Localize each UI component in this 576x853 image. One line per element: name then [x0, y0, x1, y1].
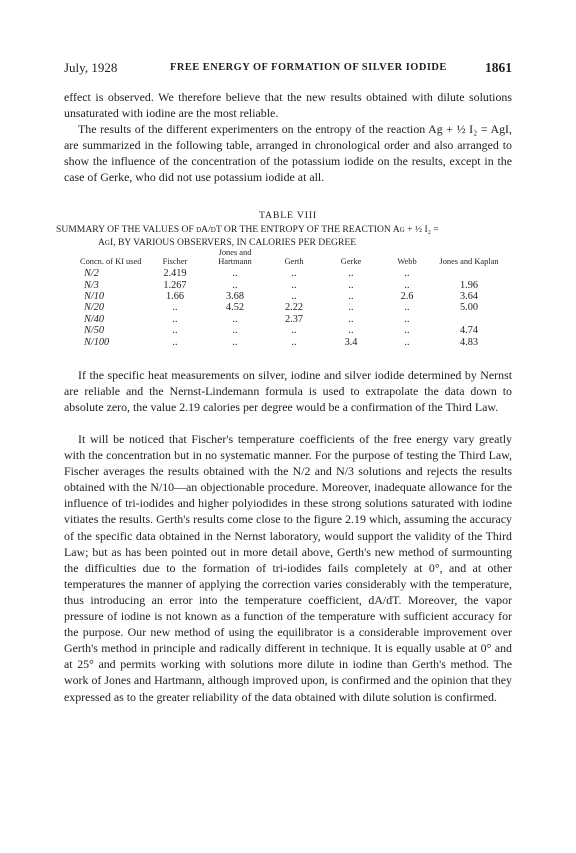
col-header-gerke: Gerke: [340, 256, 362, 266]
table-cell: 2.37: [284, 313, 304, 325]
table-cell: 1.267: [163, 279, 187, 291]
table-cell: ..: [404, 302, 410, 314]
table-row: [80, 337, 504, 348]
table-cell: ..: [348, 279, 354, 291]
table-cell: N/40: [84, 313, 105, 325]
table-cell: ..: [232, 325, 238, 337]
table-cell: 1.66: [165, 291, 185, 302]
table-cell: 1.96: [459, 279, 479, 291]
table-row: [80, 280, 504, 291]
table-row: [80, 291, 504, 302]
col-header-fischer: Fischer: [162, 256, 188, 266]
table-cell: 2.6: [400, 291, 414, 302]
table-cell: 3.64: [459, 291, 479, 302]
table-caption: [56, 223, 518, 249]
table-cell: ..: [404, 336, 410, 348]
table-cell: 4.52: [225, 302, 245, 314]
table-caption-line-1: SUMMARY OF THE VALUES OF dA/dT OR THE ENTROPY OF THE REACTION Ag + ½ I₂ =: [56, 224, 439, 235]
table-cell: ..: [348, 268, 354, 280]
table-cell: N/3: [84, 279, 99, 291]
page-number: 1861: [485, 60, 512, 75]
table-row: [80, 325, 504, 336]
table-header-row: [80, 249, 504, 268]
header-title: FREE ENERGY OF FORMATION OF SILVER IODIDE: [170, 62, 447, 73]
table-row: [80, 302, 504, 313]
running-header: [64, 60, 512, 80]
table-cell: ..: [348, 291, 354, 302]
col-header-conc: Concn. of KI used: [80, 256, 142, 266]
table-cell: 3.68: [225, 291, 245, 302]
table-cell: ..: [172, 302, 178, 314]
table-cell: ..: [404, 313, 410, 325]
table-cell: ..: [291, 268, 297, 280]
table-cell: 4.74: [459, 325, 479, 337]
paragraph-4: It will be noticed that Fischer's temperature coefficients of the free energy vary greatly with the concentration but in no systematic manner. For the purpose of testing the Third Law, Fischer averages the results obtained with the N/2 and N/3 solutions and rejects the results obtained with the N/10—an objectionable procedure. Moreover, inadequate allowance for the influence of tri-iodides and higher polyiodides in these strong solutions saturated with iodine vitiates the results. Gerth's results come close to the figure 2.19 which, assuming the accuracy of the specific data obtained in the Nernst laboratory, would support the validity of the Third Law; but as has been pointed out in more detail above, Gerth's new method of surmounting the difficulties due to the formation of tri-iodides fails completely at 0°, and at other temperatures the manner of applying the correction varies considerably with the temperature, thus introducing an error into the temperature coefficient, dA/dT. Moreover, the vapor pressure of iodine is not known as a function of the temperature with sufficient accuracy for the purpose. Our new method of using the equilibrator is a considerable improvement over Gerth's method in principle and radically different in technique. It is equally usable at 0° and at 25° and permits working with solutions more dilute in iodine than Gerth's method. The work of Jones and Hartmann, although improved upon, is confirmed and the opinion that they expressed as to the greater reliability of the data obtained with dilute solution is confirmed.: [64, 432, 512, 704]
table-cell: ..: [404, 279, 410, 291]
table-cell: ..: [404, 268, 410, 280]
table-cell: N/2: [84, 268, 99, 280]
table-cell: 2.22: [284, 302, 304, 314]
table-cell: ..: [172, 325, 178, 337]
entropy-table: [80, 249, 504, 348]
table-cell: ..: [291, 291, 297, 302]
col-header-jones-kaplan: Jones and Kaplan: [439, 256, 499, 266]
table-cell: 5.00: [459, 302, 479, 314]
table-cell: ..: [172, 313, 178, 325]
table-cell: ..: [232, 268, 238, 280]
table-cell: ..: [348, 302, 354, 314]
table-cell: ..: [348, 313, 354, 325]
table-row: [80, 268, 504, 279]
table-number: TABLE VIII: [259, 210, 317, 221]
header-date: July, 1928: [64, 60, 118, 75]
col-header-jones-hartmann: Jones and Hartmann: [218, 248, 252, 266]
table-cell: ..: [404, 325, 410, 337]
table-cell: ..: [232, 336, 238, 348]
table-cell: N/50: [84, 325, 105, 337]
table-cell: ..: [172, 336, 178, 348]
table-row: [80, 314, 504, 325]
table-cell: ..: [291, 279, 297, 291]
paragraph-2: The results of the different experimenters on the entropy of the reaction Ag + ½ I₂ = AgI, are summarized in the following table, arranged in chronological order and also arranged to show the influence of the concentration of the potassium iodide on the results, except in the case of Gerke, who did not use potassium iodide at all.: [64, 122, 512, 185]
table-cell: 3.4: [344, 336, 358, 348]
table-cell: 2.419: [163, 268, 187, 280]
table-cell: ..: [348, 325, 354, 337]
paragraph-3: If the specific heat measurements on silver, iodine and silver iodide determined by Nernst are reliable and the Nernst-Lindemann formula is used to extrapolate the data down to absolute zero, the value 2.19 calories per degree would be a confirmation of the Third Law.: [64, 368, 512, 415]
table-cell: ..: [291, 336, 297, 348]
table-cell: N/20: [84, 302, 105, 314]
table-cell: 4.83: [459, 336, 479, 348]
table-cell: ..: [291, 325, 297, 337]
col-header-gerth: Gerth: [284, 256, 304, 266]
table-cell: [434, 314, 504, 325]
table-cell: N/10: [84, 291, 105, 302]
table-cell: ..: [232, 279, 238, 291]
table-caption-line-2: AgI, BY VARIOUS OBSERVERS, IN CALORIES PER DEGREE: [98, 237, 357, 248]
table-cell: N/100: [84, 336, 110, 348]
paragraph-1: effect is observed. We therefore believe that the new results obtained with dilute solutions unsaturated with iodine are the most reliable.: [64, 90, 512, 121]
table-cell: [434, 268, 504, 279]
col-header-webb: Webb: [397, 256, 417, 266]
table-cell: ..: [232, 313, 238, 325]
